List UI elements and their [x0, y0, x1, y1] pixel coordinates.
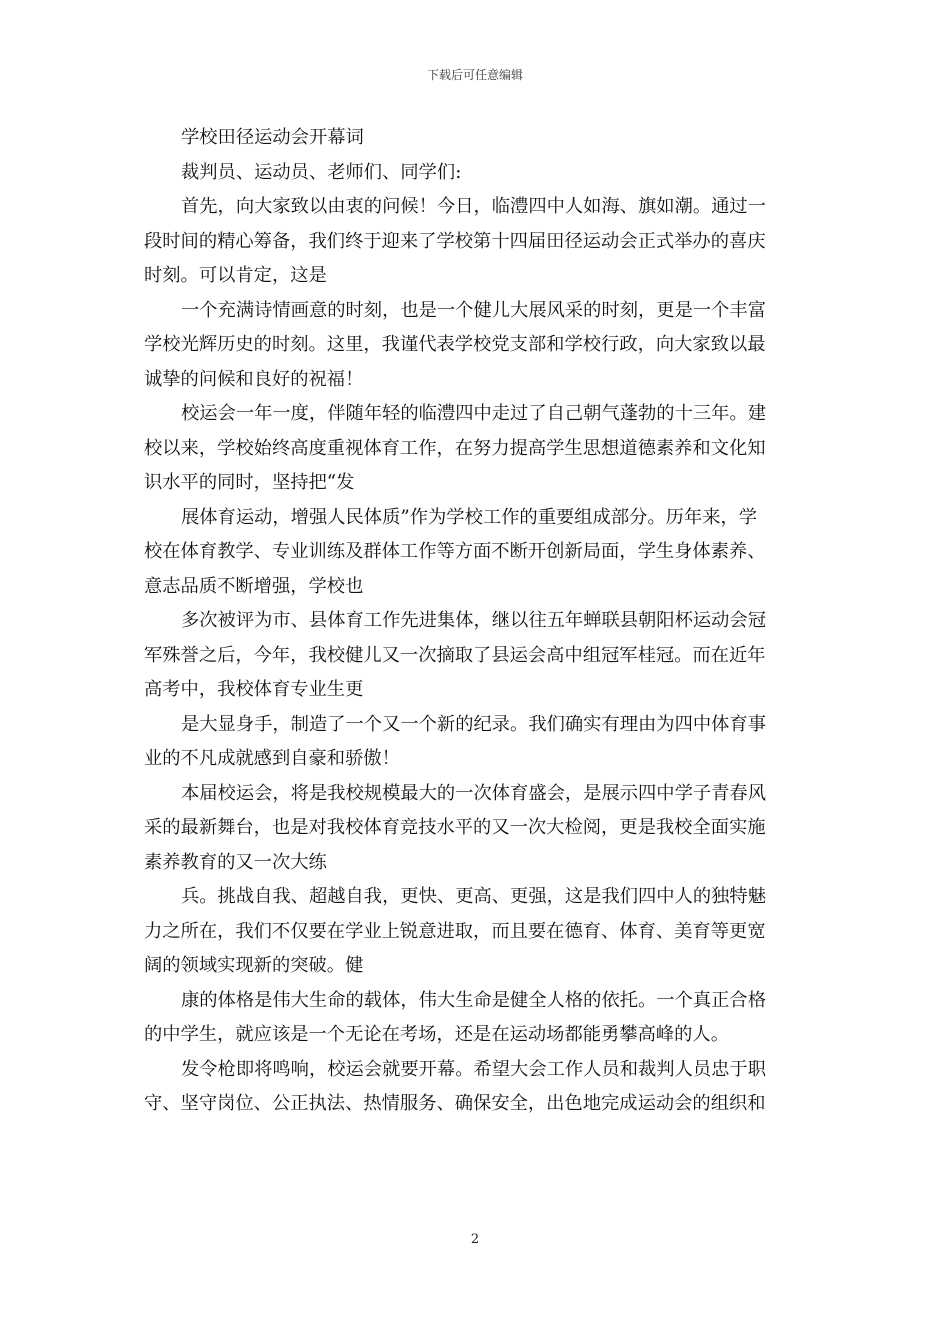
text-line: 本届校运会，将是我校规模最大的一次体育盛会，是展示四中学子青春风 — [181, 782, 766, 804]
text-line: 展体育运动，增强人民体质”作为学校工作的重要组成部分。历年来，学 — [181, 506, 758, 528]
text-line: 校在体育教学、专业训练及群体工作等方面不断开创新局面，学生身体素养、 — [144, 541, 766, 562]
text-line: 康的体格是伟大生命的载体，伟大生命是健全人格的依托。一个真正合格 — [181, 989, 766, 1011]
text-line: 守、坚守岗位、公正执法、热情服务、确保安全，出色地完成运动会的组织和 — [144, 1093, 766, 1114]
text-line: 识水平的同时，坚持把“发 — [144, 472, 355, 493]
text-line: 学校光辉历史的时刻。这里，我谨代表学校党支部和学校行政，向大家致以最 — [144, 334, 766, 355]
document-body — [144, 121, 808, 1122]
document-title: 学校田径运动会开幕词 — [181, 127, 364, 148]
text-line: 校以来，学校始终高度重视体育工作，在努力提高学生思想道德素养和文化知 — [144, 437, 766, 459]
text-line: 素养教育的又一次大练 — [144, 851, 327, 873]
text-line: 阔的领域实现新的突破。健 — [144, 955, 364, 976]
text-line: 意志品质不断增强，学校也 — [144, 575, 364, 597]
text-line: 军殊誉之后，今年，我校健儿又一次摘取了县运会高中组冠军桂冠。而在近年 — [144, 644, 766, 666]
text-line: 高考中，我校体育专业生更 — [144, 679, 364, 700]
page-header: 下载后可任意编辑 — [426, 68, 523, 82]
text-line: 首先，向大家致以由衷的问候！今日，临澧四中人如海、旗如潮。通过一 — [181, 196, 766, 217]
text-line: 业的不凡成就感到自豪和骄傲！ — [144, 748, 400, 769]
text-line: 校运会一年一度，伴随年轻的临澧四中走过了自己朝气蓬勃的十三年。建 — [181, 403, 766, 424]
text-line: 时刻。可以肯定，这是 — [144, 265, 327, 286]
text-line: 一个充满诗情画意的时刻，也是一个健儿大展风采的时刻，更是一个丰富 — [181, 299, 766, 321]
text-line: 多次被评为市、县体育工作先进集体，继以往五年蝉联县朝阳杯运动会冠 — [181, 610, 766, 631]
text-line: 段时间的精心筹备，我们终于迎来了学校第十四届田径运动会正式举办的喜庆 — [144, 230, 766, 252]
salutation: 裁判员、运动员、老师们、同学们: — [181, 161, 462, 183]
text-line: 的中学生，就应该是一个无论在考场，还是在运动场都能勇攀高峰的人。 — [144, 1024, 729, 1045]
text-line: 力之所在，我们不仅要在学业上锐意进取，而且要在德育、体育、美育等更宽 — [144, 920, 766, 942]
text-line: 兵。挑战自我、超越自我，更快、更高、更强，这是我们四中人的独特魅 — [181, 886, 766, 907]
text-line: 诚挚的问候和良好的祝福！ — [144, 368, 364, 390]
text-line: 采的最新舞台，也是对我校体育竞技水平的又一次大检阅，更是我校全面实施 — [144, 817, 766, 838]
text-line: 发令枪即将鸣响，校运会就要开幕。希望大会工作人员和裁判人员忠于职 — [181, 1058, 766, 1080]
text-line: 是大显身手，制造了一个又一个新的纪录。我们确实有理由为四中体育事 — [181, 713, 766, 735]
page-number: 2 — [470, 1232, 480, 1247]
